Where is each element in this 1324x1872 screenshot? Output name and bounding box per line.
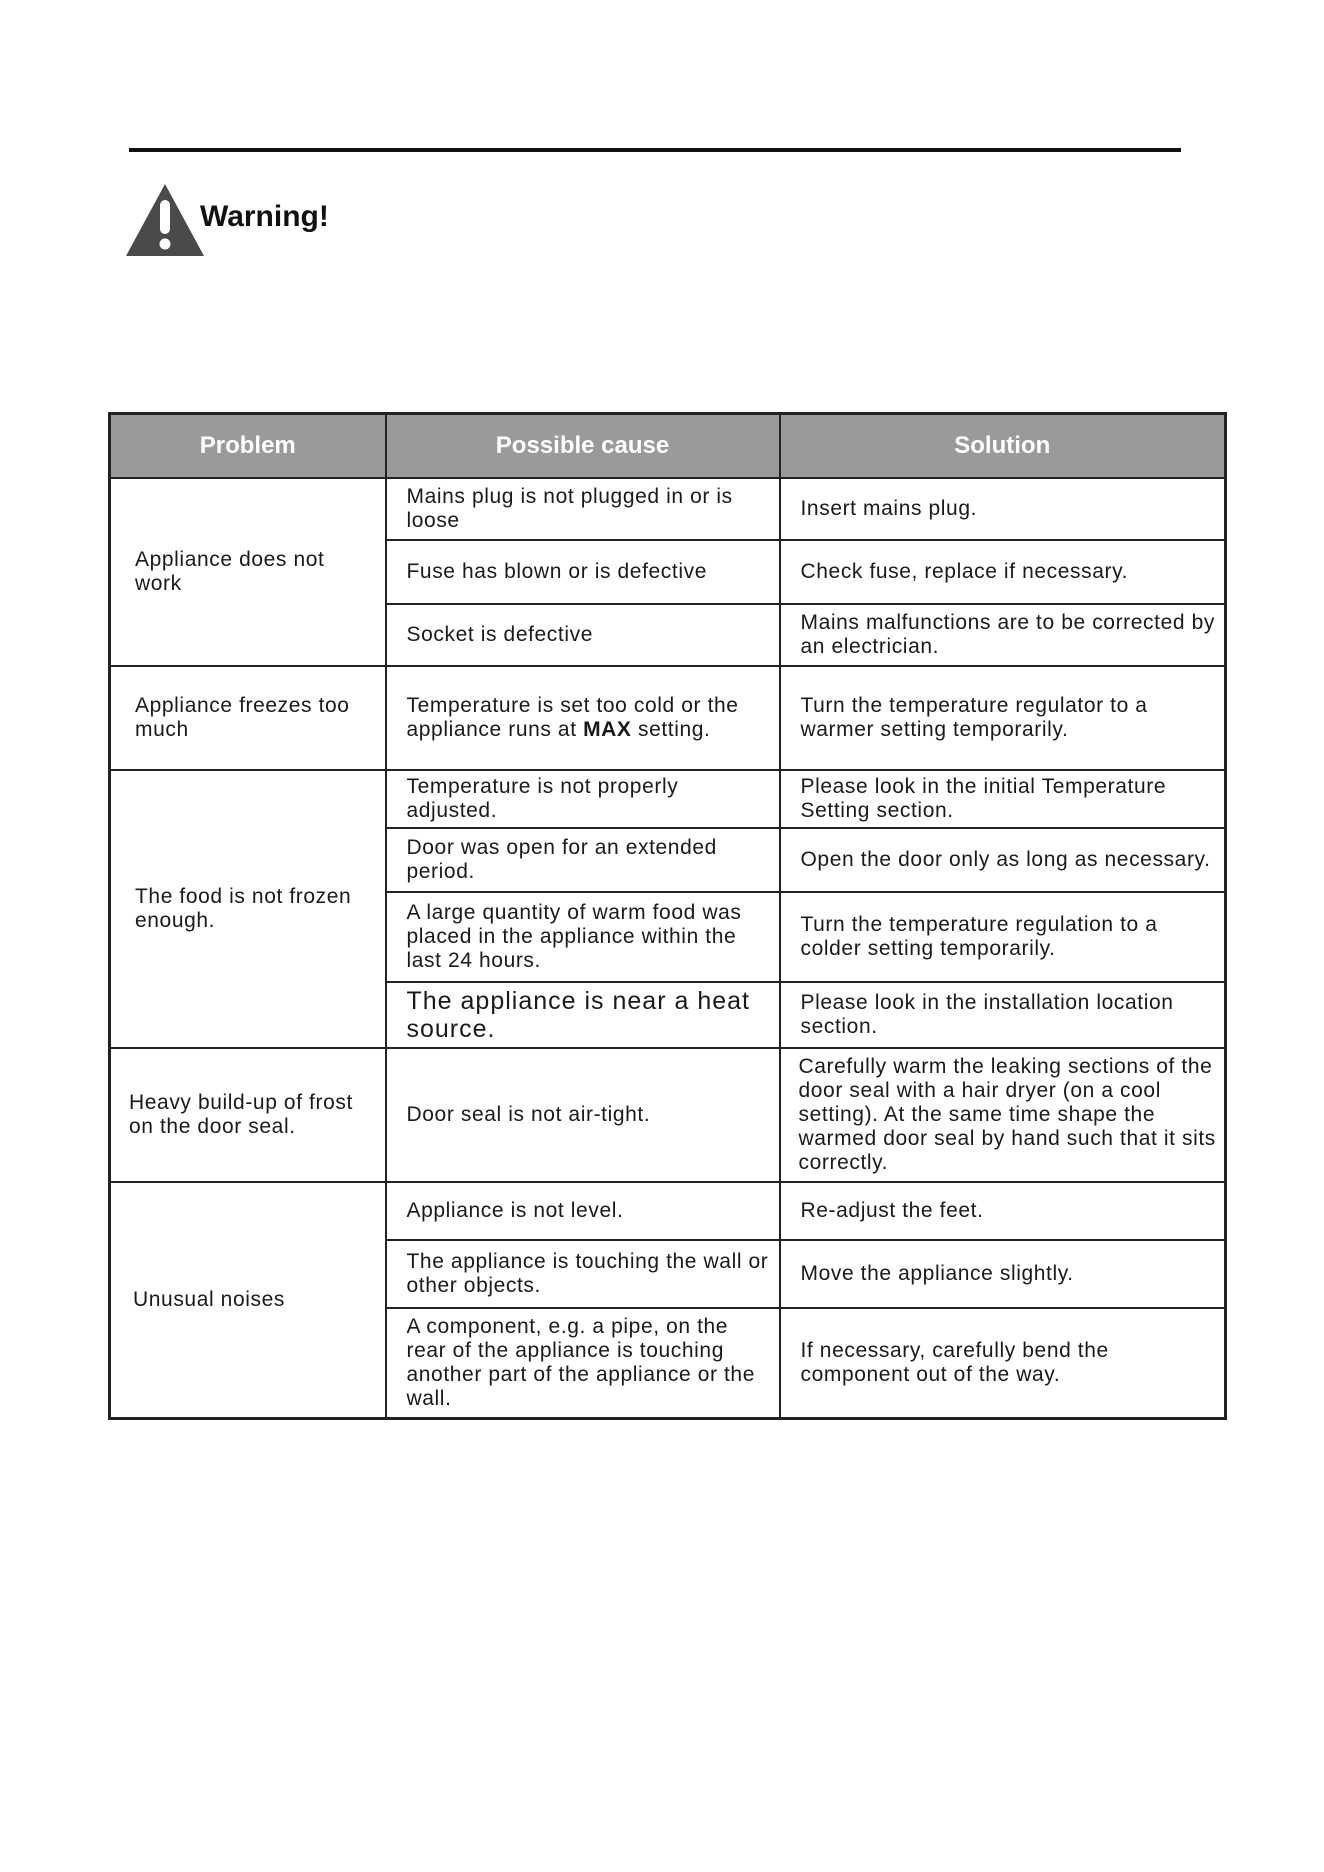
solution-cell: If necessary, carefully bend the component out of the way.	[780, 1308, 1226, 1418]
header-possible-cause: Possible cause	[386, 414, 780, 479]
table-row	[110, 1048, 1226, 1182]
solution-cell: Check fuse, replace if necessary.	[780, 540, 1226, 604]
solution-cell: Mains malfunctions are to be corrected by an electrician.	[780, 604, 1226, 666]
solution-cell: Turn the temperature regulation to a colder setting temporarily.	[780, 892, 1226, 982]
cause-cell: Door was open for an extended period.	[386, 828, 780, 892]
cause-cell: The appliance is touching the wall or other objects.	[386, 1240, 780, 1308]
max-setting-label: MAX	[583, 718, 632, 741]
cause-cell: Temperature is not properly adjusted.	[386, 770, 780, 828]
table-header-row	[110, 414, 1226, 479]
solution-cell: Move the appliance slightly.	[780, 1240, 1226, 1308]
warning-block	[124, 182, 329, 262]
table-row	[110, 666, 1226, 770]
cause-cell: Fuse has blown or is defective	[386, 540, 780, 604]
cause-cell	[386, 982, 780, 1048]
table-row	[110, 478, 1226, 540]
cause-text: The appliance is near a heat source.	[406, 987, 750, 1043]
cause-cell: A component, e.g. a pipe, on the rear of the appliance is touching another part of the appliance or the wall.	[386, 1308, 780, 1418]
problem-cell: The food is not frozen enough.	[110, 770, 386, 1048]
solution-cell: Turn the temperature regulator to a warmer setting temporarily.	[780, 666, 1226, 770]
solution-cell: Please look in the initial Temperature Setting section.	[780, 770, 1226, 828]
table-row	[110, 1182, 1226, 1240]
problem-cell: Heavy build-up of frost on the door seal.	[110, 1048, 386, 1182]
table-row	[110, 770, 1226, 828]
solution-cell: Insert mains plug.	[780, 478, 1226, 540]
cause-text-suffix: setting.	[637, 718, 711, 741]
solution-cell: Re-adjust the feet.	[780, 1182, 1226, 1240]
solution-cell: Open the door only as long as necessary.	[780, 828, 1226, 892]
cause-cell: Socket is defective	[386, 604, 780, 666]
problem-cell: Appliance does not work	[110, 478, 386, 666]
problem-cell: Appliance freezes too much	[110, 666, 386, 770]
troubleshooting-table	[108, 412, 1227, 1420]
cause-cell	[386, 666, 780, 770]
solution-cell: Carefully warm the leaking sections of the door seal with a hair dryer (on a cool setting). At the same time shape the warmed door seal by hand such that it sits correctly.	[780, 1048, 1226, 1182]
cause-cell: Mains plug is not plugged in or is loose	[386, 478, 780, 540]
top-rule	[129, 148, 1181, 152]
solution-cell: Please look in the installation location section.	[780, 982, 1226, 1048]
cause-text: Temperature is set too cold or the appliance runs at	[406, 694, 739, 741]
cause-cell: A large quantity of warm food was placed in the appliance within the last 24 hours.	[386, 892, 780, 982]
warning-triangle-icon	[124, 182, 206, 258]
problem-cell: Unusual noises	[110, 1182, 386, 1418]
cause-cell: Door seal is not air-tight.	[386, 1048, 780, 1182]
header-problem: Problem	[110, 414, 386, 479]
header-solution: Solution	[780, 414, 1226, 479]
cause-cell: Appliance is not level.	[386, 1182, 780, 1240]
warning-label: Warning!	[200, 200, 329, 233]
